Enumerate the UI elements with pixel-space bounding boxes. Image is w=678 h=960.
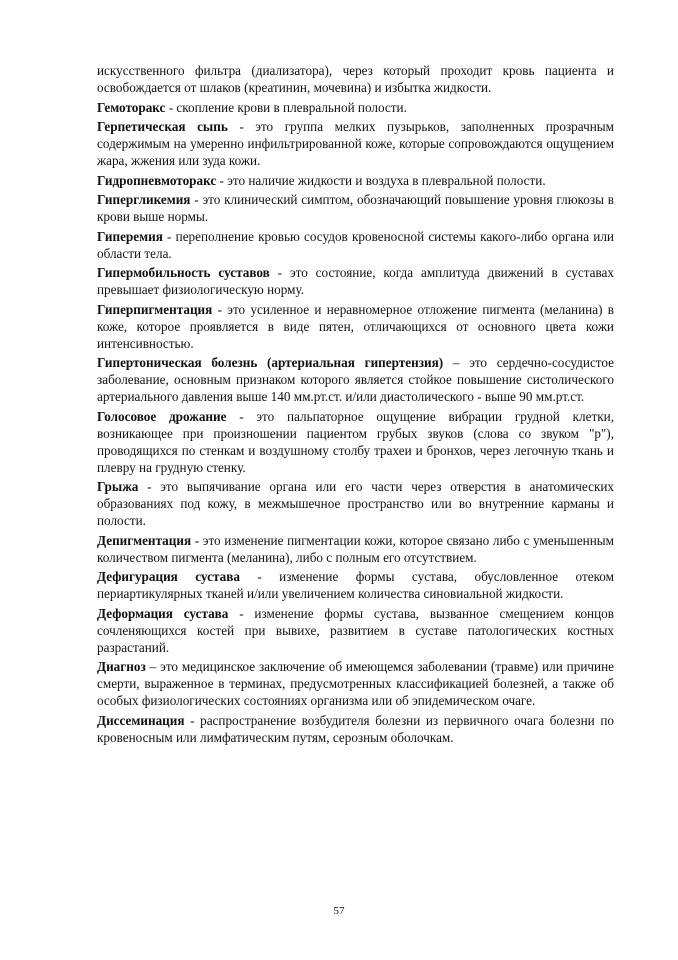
glossary-entry bbox=[97, 568, 614, 602]
entry-term: Депигментация bbox=[97, 532, 192, 548]
entry-term: Грыжа bbox=[97, 479, 139, 494]
entry-term: Деформация сустава bbox=[97, 605, 229, 621]
glossary-entry bbox=[97, 478, 614, 529]
entry-term: Гемоторакс bbox=[97, 99, 166, 115]
glossary-entries bbox=[97, 99, 614, 746]
entry-definition: - это наличие жидкости и воздуха в плевральной полости. bbox=[216, 172, 546, 188]
glossary-entry bbox=[97, 532, 614, 566]
entry-definition: - это группа мелких пузырьков, заполненных прозрачным содержимым на умеренно инфильтрированной коже, которые сопровождаются ощущением жара, жжения или зуда кожи. bbox=[97, 119, 614, 168]
entry-definition: - изменение формы сустава, обусловленное отеком периартикулярных тканей и/или увеличением количества синовиальной жидкости. bbox=[97, 569, 614, 601]
continued-definition: искусственного фильтра (диализатора), через который проходит кровь пациента и освобождается от шлаков (креатинин, мочевина) и избытка жидкости. bbox=[97, 63, 614, 95]
entry-definition: - изменение формы сустава, вызванное смещением концов сочленяющихся костей при вывихе, развитием в суставе патологических костных разрастаний. bbox=[97, 605, 614, 655]
entry-term: Гипертоническая болезнь (артериальная гипертензия) bbox=[97, 355, 444, 370]
glossary-text bbox=[97, 62, 614, 748]
page-number: 57 bbox=[333, 905, 345, 917]
glossary-entry bbox=[97, 354, 614, 405]
glossary-entry bbox=[97, 172, 614, 189]
entry-definition: - это усиленное и неравномерное отложение пигмента (меланина) в коже, которое проявляется в виде пятен, отличающихся от основного цвета кожи интенсивностью. bbox=[97, 301, 614, 351]
glossary-entry bbox=[97, 191, 614, 225]
entry-term: Герпетическая сыпь bbox=[97, 119, 228, 134]
entry-definition: - переполнение кровью сосудов кровеносной системы какого-либо органа или области тела. bbox=[97, 228, 614, 261]
entry-definition: - это пальпаторное ощущение вибрации грудной клетки, возникающее при произношении пациентом грубых звуков (слова со звуком "р"), проводящихся по стенкам и воздушному столбу трахеи и бронхов, через легочную ткань и плевру на грудную стенку. bbox=[97, 408, 614, 475]
entry-term: Дефигурация сустава bbox=[97, 569, 240, 584]
entry-term: Гипермобильность суставов bbox=[97, 265, 270, 280]
entry-definition: - это состояние, когда амплитуда движений в суставах превышает физиологическую норму. bbox=[97, 265, 614, 297]
entry-definition: – это медицинское заключение об имеющемся заболевании (травме) или причине смерти, выраженное в терминах, предусмотренных классификацией болезней, а также об особых физиологических состояниях организма или об эпидемическом очаге. bbox=[97, 659, 614, 708]
glossary-entry bbox=[97, 118, 614, 169]
glossary-entry bbox=[97, 605, 614, 656]
entry-term: Голосовое дрожание bbox=[97, 408, 227, 424]
entry-definition: - распространение возбудителя болезни из первичного очага болезни по кровеносным или лимфатическим путям, серозным оболочкам. bbox=[97, 712, 614, 745]
glossary-entry bbox=[97, 301, 614, 352]
entry-term: Диагноз bbox=[97, 659, 146, 674]
entry-definition: - скопление крови в плевральной полости. bbox=[165, 99, 407, 115]
glossary-entry bbox=[97, 658, 614, 709]
entry-term: Гипергликемия bbox=[97, 192, 191, 207]
glossary-entry bbox=[97, 408, 614, 476]
entry-definition: - это изменение пигментации кожи, которое связано либо с уменьшенным количеством пигмента (меланина), либо с полным его отсутствием. bbox=[97, 532, 614, 565]
entry-definition: - это выпячивание органа или его части через отверстия в анатомических образованиях под кожу, в межмышечное пространство или во внутренние карманы и полости. bbox=[97, 479, 614, 528]
entry-term: Гиперемия bbox=[97, 228, 163, 244]
glossary-entry bbox=[97, 228, 614, 262]
entry-definition: - это клинический симптом, обозначающий повышение уровня глюкозы в крови выше нормы. bbox=[97, 192, 614, 224]
entry-definition: – это сердечно-сосудистое заболевание, основным признаком которого является стойкое повышение систолического артериального давления выше 140 мм.рт.ст. и/или диастолического - выше 90 мм.рт.ст. bbox=[97, 355, 614, 404]
glossary-entry bbox=[97, 712, 614, 746]
entry-term: Гидропневмоторакс bbox=[97, 172, 217, 188]
entry-term: Диссеминация bbox=[97, 712, 185, 728]
glossary-entry bbox=[97, 99, 614, 116]
entry-term: Гиперпигментация bbox=[97, 301, 213, 317]
glossary-entry bbox=[97, 264, 614, 298]
